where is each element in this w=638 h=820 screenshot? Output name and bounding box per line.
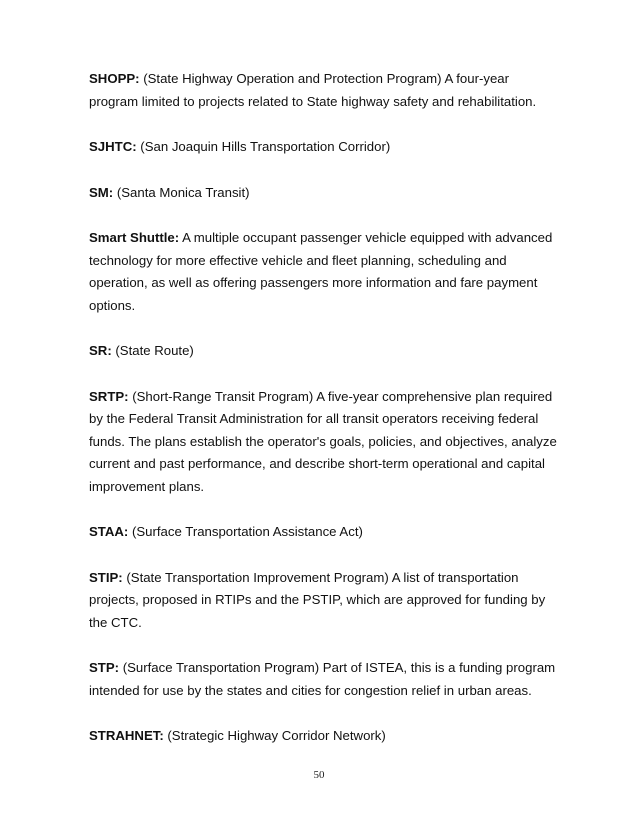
glossary-list [89,68,559,771]
glossary-term: SJHTC: [89,139,137,154]
glossary-definition: (Strategic Highway Corridor Network) [167,728,386,743]
glossary-definition: (Santa Monica Transit) [116,184,250,200]
page-number: 50 [313,769,325,781]
glossary-entry-smart-shuttle [89,227,559,317]
glossary-definition: (Short-Range Transit Program) A five-year comprehensive plan required by the Federal Transit Administration for all transit operators receiving federal funds. The plans establish the operator's goals, policies, and objectives, analyze current and past performance, and describe short-term operational and capital improvement plans. [89,388,557,494]
glossary-definition: (Surface Transportation Assistance Act) [131,524,363,539]
glossary-term: Smart Shuttle: [89,230,180,245]
glossary-entry-sjhtc [89,136,559,159]
glossary-term: SHOPP: [89,71,140,86]
glossary-definition: (State Route) [115,343,194,358]
glossary-entry-stp [89,657,559,702]
glossary-definition: (San Joaquin Hills Transportation Corridor) [140,139,391,154]
glossary-term: STP: [89,660,120,675]
glossary-entry-staa [89,521,559,544]
glossary-entry-sr [89,340,559,363]
glossary-entry-stip [89,567,559,635]
glossary-entry-strahnet [89,725,559,748]
glossary-entry-srtp [89,386,559,499]
glossary-definition: A multiple occupant passenger vehicle equipped with advanced technology for more effective vehicle and fleet planning, scheduling and operation, as well as offering passengers more information and fare payment options. [89,230,553,313]
glossary-term: STIP: [89,569,123,585]
glossary-definition: (State Highway Operation and Protection Program) A four-year program limited to projects related to State highway safety and rehabilitation. [89,71,537,109]
glossary-term: STAA: [89,524,129,539]
glossary-term: SM: [89,184,114,200]
glossary-entry-shopp [89,68,559,113]
glossary-entry-sm [89,182,559,205]
glossary-term: STRAHNET: [89,728,164,743]
glossary-term: SRTP: [89,388,129,404]
glossary-term: SR: [89,343,112,358]
glossary-definition: (Surface Transportation Program) Part of ISTEA, this is a funding program intended for use by the states and cities for congestion relief in urban areas. [89,660,556,698]
glossary-definition: (State Transportation Improvement Program) A list of transportation projects, proposed in RTIPs and the PSTIP, which are approved for funding by the CTC. [89,569,546,630]
